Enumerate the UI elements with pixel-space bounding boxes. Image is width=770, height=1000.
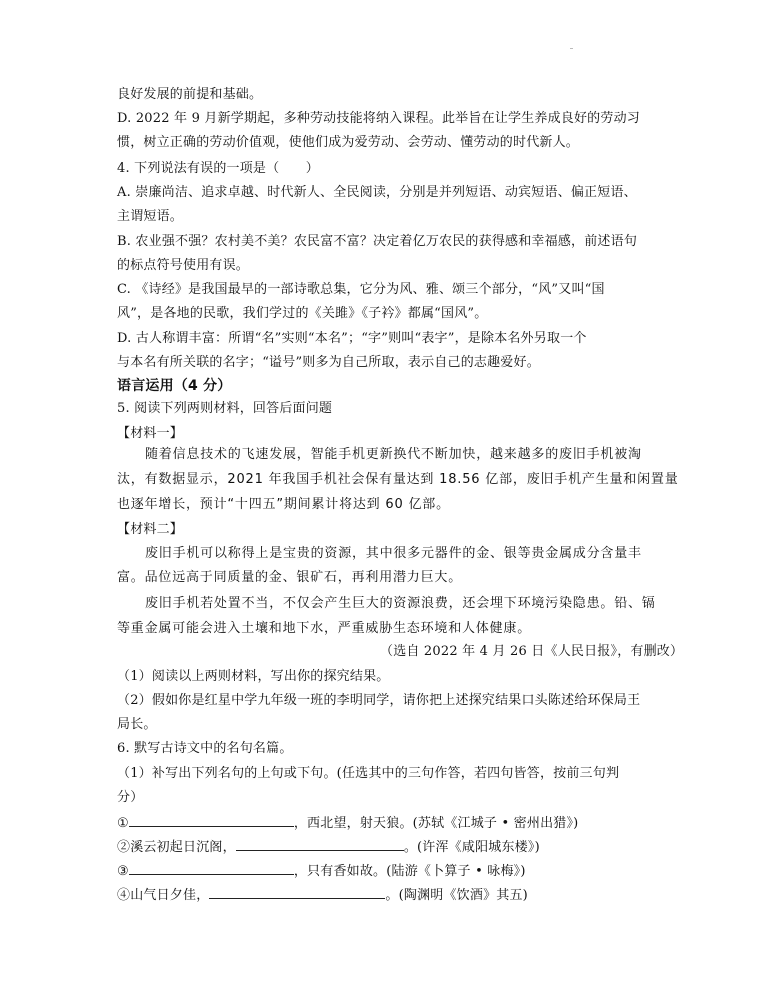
material-2-text: 废旧手机若处置不当，不仅会产生巨大的资源浪费，还会埋下环境污染隐患。铅、镉 xyxy=(145,596,656,611)
fill-in-suffix: 。(许浑《咸阳城东楼》) xyxy=(403,840,540,855)
question-5: 5. 阅读下列两则材料，回答后面问题 xyxy=(117,401,333,416)
question-6: 6. 默写古诗文中的名句名篇。 xyxy=(117,741,293,756)
answer-blank[interactable] xyxy=(129,813,294,827)
answer-blank[interactable] xyxy=(129,861,294,875)
fill-in-suffix: ，西北望，射天狼。(苏轼《江城子 • 密州出猎》) xyxy=(293,816,579,831)
fill-in-suffix: 。(陶渊明《饮酒》其五) xyxy=(385,888,528,903)
option-d-line: D. 2022 年 9 月新学期起，多种劳动技能将纳入课程。此举旨在让学生养成良好的劳动习 xyxy=(117,111,640,126)
text-line: 主谓短语。 xyxy=(117,209,184,224)
material-1-text: 汰，有数据显示，2021 年我国手机社会保有量达到 18.56 亿部，废旧手机产生量和闲置量 xyxy=(117,472,679,487)
text-line: 良好发展的前提和基础。 xyxy=(117,87,263,102)
material-2-text: 等重金属可能会进入土壤和地下水，严重威胁生态环境和人体健康。 xyxy=(117,621,532,636)
fill-in-item-3 xyxy=(117,861,526,881)
sub-question-2: （2）假如你是红星中学九年级一班的李明同学，请你把上述探究结果口头陈述给环保局王 xyxy=(117,693,641,708)
answer-blank[interactable] xyxy=(236,837,404,851)
source-citation: （选自 2022 年 4 月 26 日《人民日报》，有删改） xyxy=(380,644,684,659)
text-line: 风”，是各地的民歌，我们学过的《关雎》《子衿》都属“国风”。 xyxy=(117,306,488,321)
fill-in-prefix: ④山气日夕佳， xyxy=(117,888,210,903)
fill-in-prefix: ③ xyxy=(117,864,129,879)
option-c: C. 《诗经》是我国最早的一部诗歌总集，它分为风、雅、颂三个部分，“风”又叫“国 xyxy=(117,282,605,297)
material-2-text: 废旧手机可以称得上是宝贵的资源，其中很多元器件的金、银等贵金属成分含量丰 xyxy=(145,546,642,561)
text-line: 分） xyxy=(117,790,144,805)
fill-in-item-1 xyxy=(117,813,578,833)
material-2-text: 富。品位远高于同质量的金、银矿石，再利用潜力巨大。 xyxy=(117,570,463,585)
answer-blank[interactable] xyxy=(209,885,385,899)
fill-in-prefix: ②溪云初起日沉阁， xyxy=(117,840,236,855)
text-line: 的标点符号使用有误。 xyxy=(117,258,250,273)
question-6-instruction: （1）补写出下列名句的上句或下句。(任选其中的三句作答，若四句皆答，按前三句判 xyxy=(117,766,620,781)
material-2-label: 【材料二】 xyxy=(117,522,184,537)
fill-in-item-2 xyxy=(117,837,540,857)
material-1-text: 随着信息技术的飞速发展，智能手机更新换代不断加快，越来越多的废旧手机被淘 xyxy=(145,447,642,462)
material-1-label: 【材料一】 xyxy=(117,426,184,441)
text-line: 惯，树立正确的劳动价值观，使他们成为爱劳动、会劳动、懂劳动的时代新人。 xyxy=(117,135,580,150)
option-b: B. 农业强不强？农村美不美？农民富不富？决定着亿万农民的获得感和幸福感，前述语句 xyxy=(117,234,638,249)
text-line: 与本名有所关联的名字；“谥号”则多为自己所取，表示自己的志趣爱好。 xyxy=(117,355,540,370)
fill-in-prefix: ① xyxy=(117,816,129,831)
option-a: A. 崇廉尚洁、追求卓越、时代新人、全民阅读，分别是并列短语、动宾短语、偏正短语、 xyxy=(117,185,637,200)
question-4: 4. 下列说法有误的一项是（ ） xyxy=(117,161,319,176)
section-heading: 语言运用（4 分） xyxy=(117,378,232,394)
text-line: 局长。 xyxy=(117,717,157,732)
material-1-text: 也逐年增长，预计“十四五”期间累计将达到 60 亿部。 xyxy=(117,497,450,512)
top-mark xyxy=(570,48,573,49)
option-d: D. 古人称谓丰富：所谓“名”实则“本名”；“字”则叫“表字”，是除本名外另取一个 xyxy=(117,331,587,346)
sub-question-1: （1）阅读以上两则材料，写出你的探究结果。 xyxy=(117,669,390,684)
fill-in-item-4 xyxy=(117,885,528,905)
fill-in-suffix: ，只有香如故。(陆游《卜算子 • 咏梅》) xyxy=(293,864,526,879)
